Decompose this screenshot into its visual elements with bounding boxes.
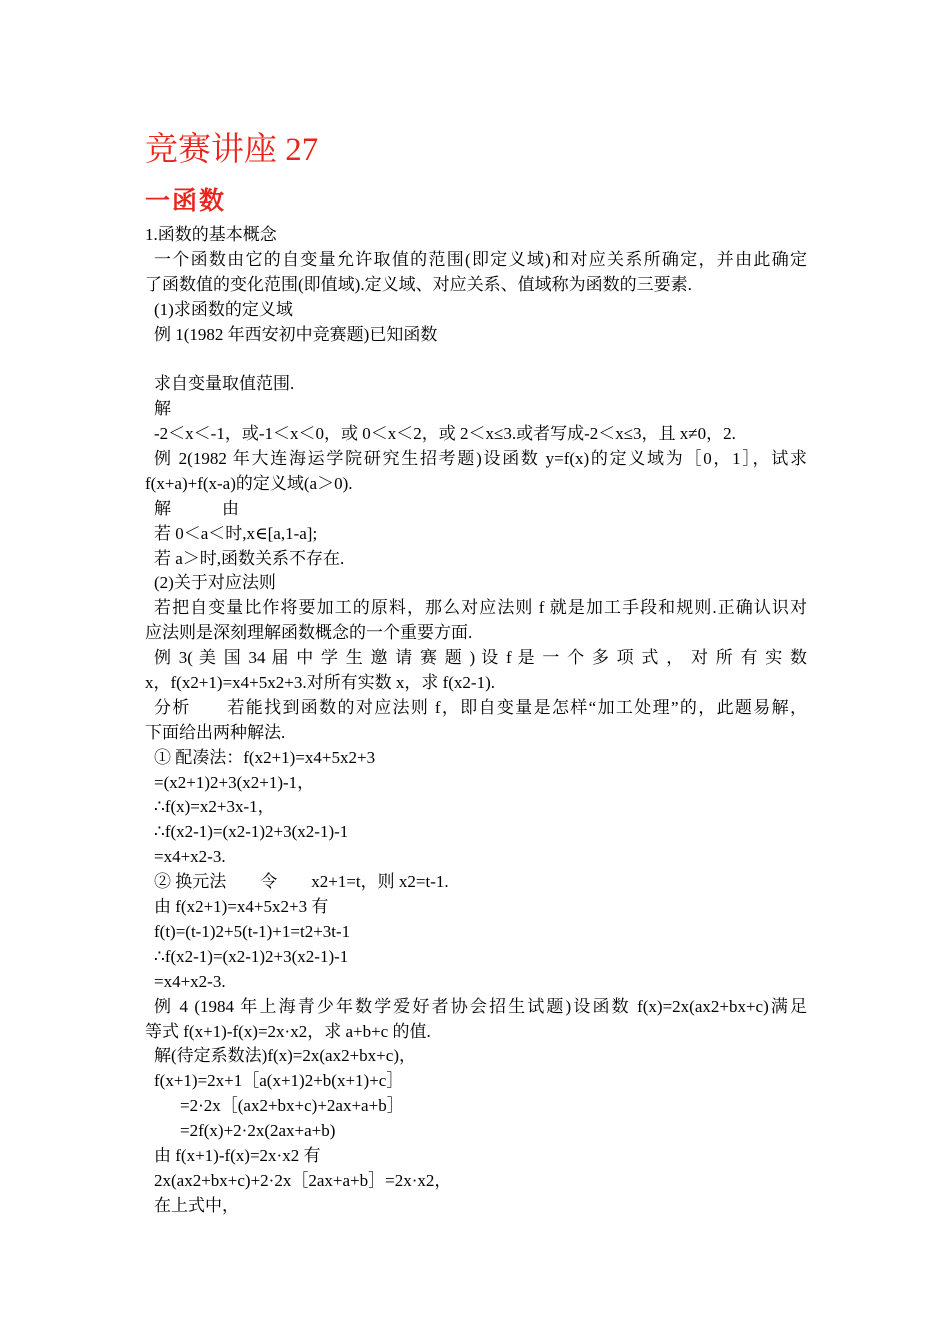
text-line: 例 2(1982 年大连海运学院研究生招考题)设函数 y=f(x)的定义域为［0，1］，试求 bbox=[154, 449, 807, 469]
text-line: ∴f(x2-1)=(x2-1)2+3(x2-1)-1 bbox=[154, 946, 349, 966]
text-line: 等式 f(x+1)-f(x)=2x·x2，求 a+b+c 的值. bbox=[145, 1021, 431, 1041]
document-body bbox=[145, 223, 807, 1219]
text-line: 下面给出两种解法. bbox=[145, 722, 286, 742]
text-line: -2＜x＜-1，或-1＜x＜0，或 0＜x＜2，或 2＜x≤3.或者写成-2＜x≤3，且 x≠0，2. bbox=[154, 424, 736, 444]
text-line: 若 a＞时,函数关系不存在. bbox=[154, 548, 345, 568]
text-line: 若把自变量比作将要加工的原料，那么对应法则 f 就是加工手段和规则.正确认识对 bbox=[154, 598, 807, 618]
text-line: ∴f(x)=x2+3x-1， bbox=[154, 797, 275, 817]
lecture-title: 竞赛讲座 27 bbox=[145, 132, 319, 168]
text-line: 1.函数的基本概念 bbox=[145, 225, 277, 244]
text-line: 解 由 bbox=[154, 498, 239, 518]
text-line: =2·2x［(ax2+bx+c)+2ax+a+b］ bbox=[180, 1096, 404, 1116]
text-line: ∴f(x2-1)=(x2-1)2+3(x2-1)-1 bbox=[154, 822, 349, 842]
text-line: (2)关于对应法则 bbox=[154, 573, 276, 593]
text-line: 例 1(1982 年西安初中竞赛题)已知函数 bbox=[154, 324, 438, 344]
text-line: =(x2+1)2+3(x2+1)-1， bbox=[154, 772, 315, 792]
text-line: 例 4 (1984 年上海青少年数学爱好者协会招生试题)设函数 f(x)=2x(ax2+bx+c)满足 bbox=[154, 996, 807, 1016]
text-line: 由 f(x2+1)=x4+5x2+3 有 bbox=[154, 897, 329, 917]
text-line: x，f(x2+1)=x4+5x2+3.对所有实数 x，求 f(x2-1). bbox=[145, 673, 495, 693]
text-line: 了函数值的变化范围(即值域).定义域、对应关系、值域称为函数的三要素. bbox=[145, 274, 692, 294]
text-line: 若 0＜a＜时,x∈[a,1-a]; bbox=[154, 523, 318, 543]
text-line: ② 换元法 令 x2+1=t，则 x2=t-1. bbox=[154, 872, 449, 892]
text-line: 分析 若能找到函数的对应法则 f，即自变量是怎样“加工处理”的，此题易解， bbox=[154, 697, 807, 717]
text-line: 一个函数由它的自变量允许取值的范围(即定义域)和对应关系所确定，并由此确定 bbox=[154, 249, 807, 269]
text-line: f(x+a)+f(x-a)的定义域(a＞0). bbox=[145, 473, 353, 493]
section-title: 一函数 bbox=[145, 188, 227, 215]
text-line: 由 f(x+1)-f(x)=2x·x2 有 bbox=[154, 1145, 321, 1165]
text-line: f(t)=(t-1)2+5(t-1)+1=t2+3t-1 bbox=[154, 921, 351, 941]
text-line: f(x+1)=2x+1［a(x+1)2+b(x+1)+c］ bbox=[154, 1071, 404, 1091]
text-line: ① 配凑法：f(x2+1)=x4+5x2+3 bbox=[154, 747, 376, 767]
text-line: =x4+x2-3. bbox=[154, 847, 226, 867]
text-line: 例 3( 美 国 34 届 中 学 生 邀 请 赛 题 ) 设 f 是 一 个 多 项 式 ， 对 所 有 实 数 bbox=[154, 648, 807, 668]
text-line: 2x(ax2+bx+c)+2·2x［2ax+a+b］=2x·x2， bbox=[154, 1170, 452, 1190]
text-line: =x4+x2-3. bbox=[154, 971, 226, 991]
text-line: 在上式中， bbox=[154, 1195, 239, 1215]
text-line: 解(待定系数法)f(x)=2x(ax2+bx+c)， bbox=[154, 1046, 416, 1066]
blank-line bbox=[145, 347, 807, 372]
text-line: 解 bbox=[154, 399, 171, 419]
text-line: (1)求函数的定义域 bbox=[154, 299, 293, 319]
text-line: 求自变量取值范围. bbox=[154, 374, 295, 394]
text-line: =2f(x)+2·2x(2ax+a+b) bbox=[180, 1121, 336, 1141]
text-line: 应法则是深刻理解函数概念的一个重要方面. bbox=[145, 623, 473, 643]
